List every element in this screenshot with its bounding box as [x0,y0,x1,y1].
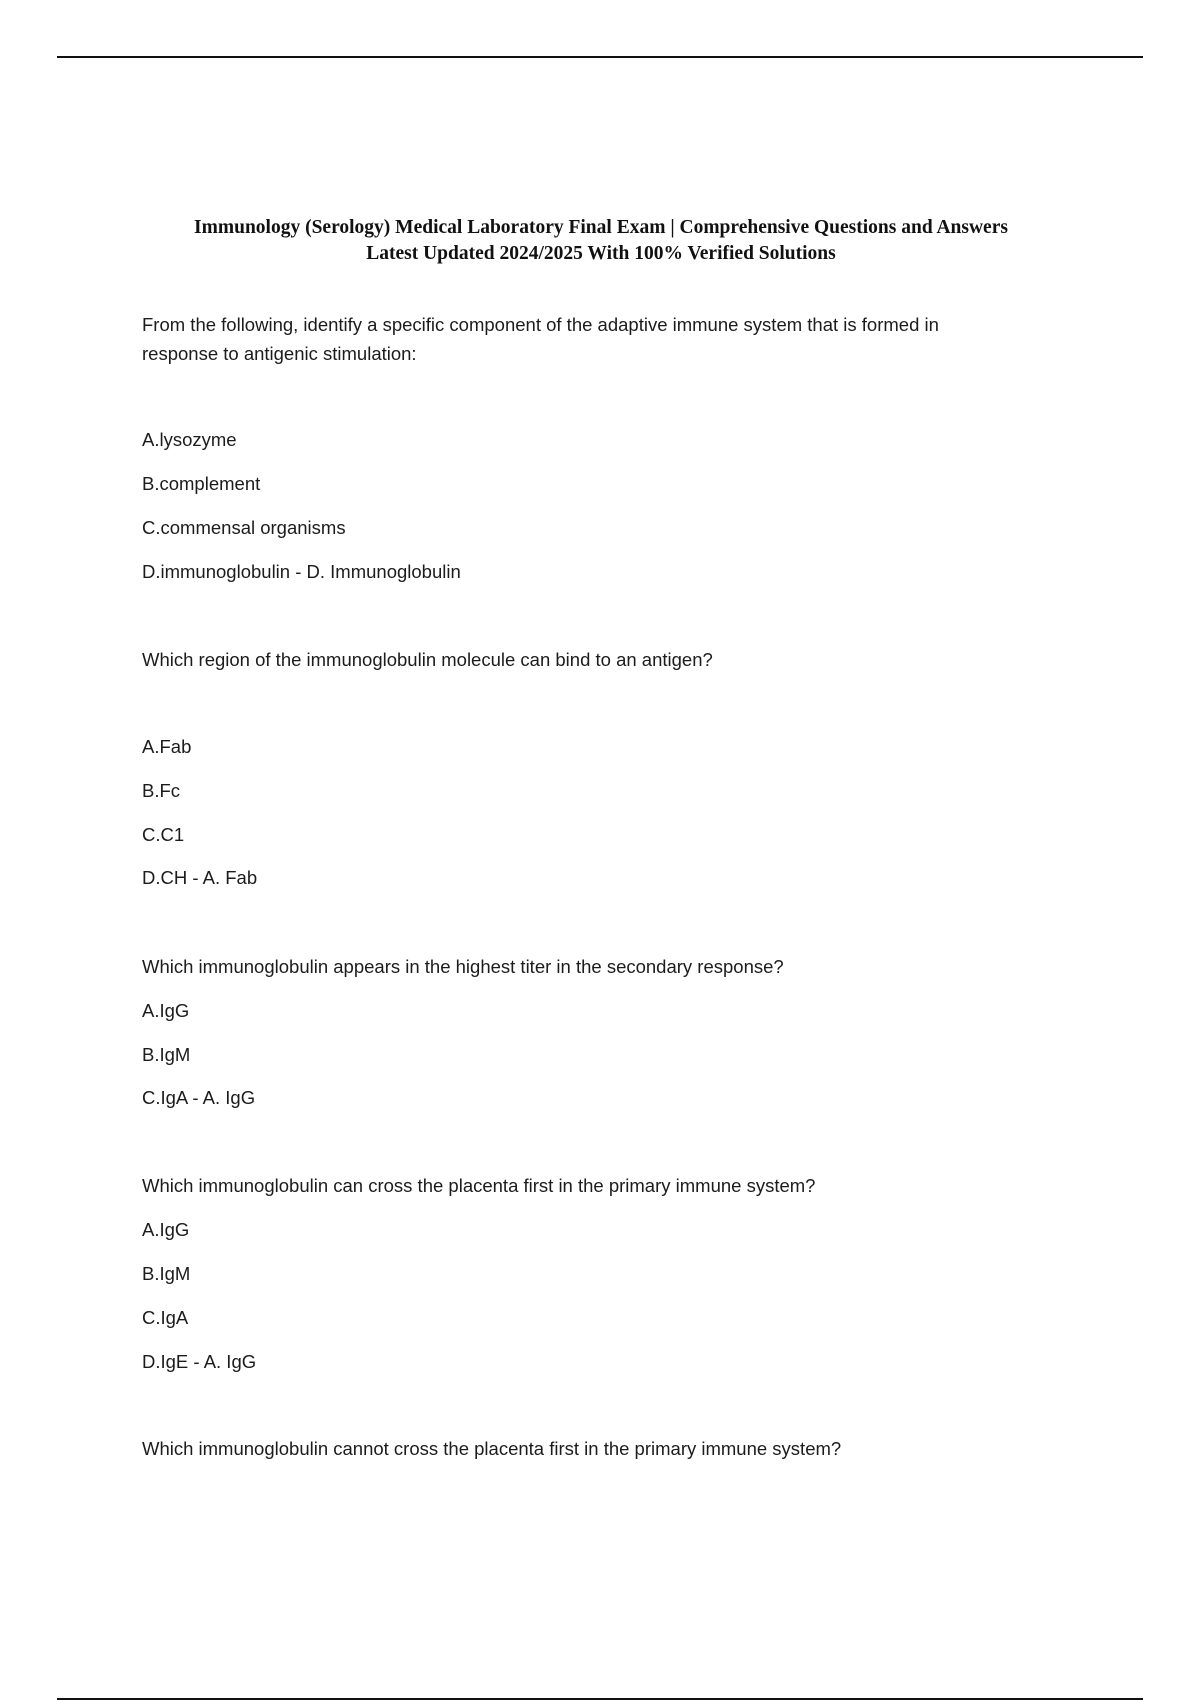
question-1-option-d: D.immunoglobulin - D. Immunoglobulin [142,561,461,582]
question-1-option-c: C.commensal organisms [142,517,346,538]
question-4-option-d: D.IgE - A. IgG [142,1351,257,1372]
question-3-option-a: A.IgG [142,1000,190,1021]
question-1-text-line-2: response to antigenic stimulation: [142,343,417,364]
question-3-option-c: C.IgA - A. IgG [142,1087,256,1108]
question-3-option-b: B.IgM [142,1044,191,1065]
question-3-text: Which immunoglobulin appears in the highest titer in the secondary response? [142,956,784,977]
question-4-option-a: A.IgG [142,1219,190,1240]
header-rule [57,56,1143,58]
question-1-option-b: B.complement [142,473,261,494]
title-line-2: Latest Updated 2024/2025 With 100% Verified Solutions [366,243,836,264]
question-2-text: Which region of the immunoglobulin molecule can bind to an antigen? [142,649,713,670]
title-line-1: Immunology (Serology) Medical Laboratory Final Exam | Comprehensive Questions and Answers [194,217,1008,238]
question-5-text: Which immunoglobulin cannot cross the placenta first in the primary immune system? [142,1438,842,1459]
document-title [120,215,1082,267]
question-4-text: Which immunoglobulin can cross the placenta first in the primary immune system? [142,1175,816,1196]
question-4-option-b: B.IgM [142,1263,191,1284]
question-1-option-a: A.lysozyme [142,429,237,450]
question-2-option-c: C.C1 [142,824,185,845]
question-2-option-b: B.Fc [142,780,181,801]
question-1-text-line-1: From the following, identify a specific component of the adaptive immune system that is formed in [142,314,939,335]
question-2-option-a: A.Fab [142,736,192,757]
question-2-option-d: D.CH - A. Fab [142,867,258,888]
question-4-option-c: C.IgA [142,1307,189,1328]
